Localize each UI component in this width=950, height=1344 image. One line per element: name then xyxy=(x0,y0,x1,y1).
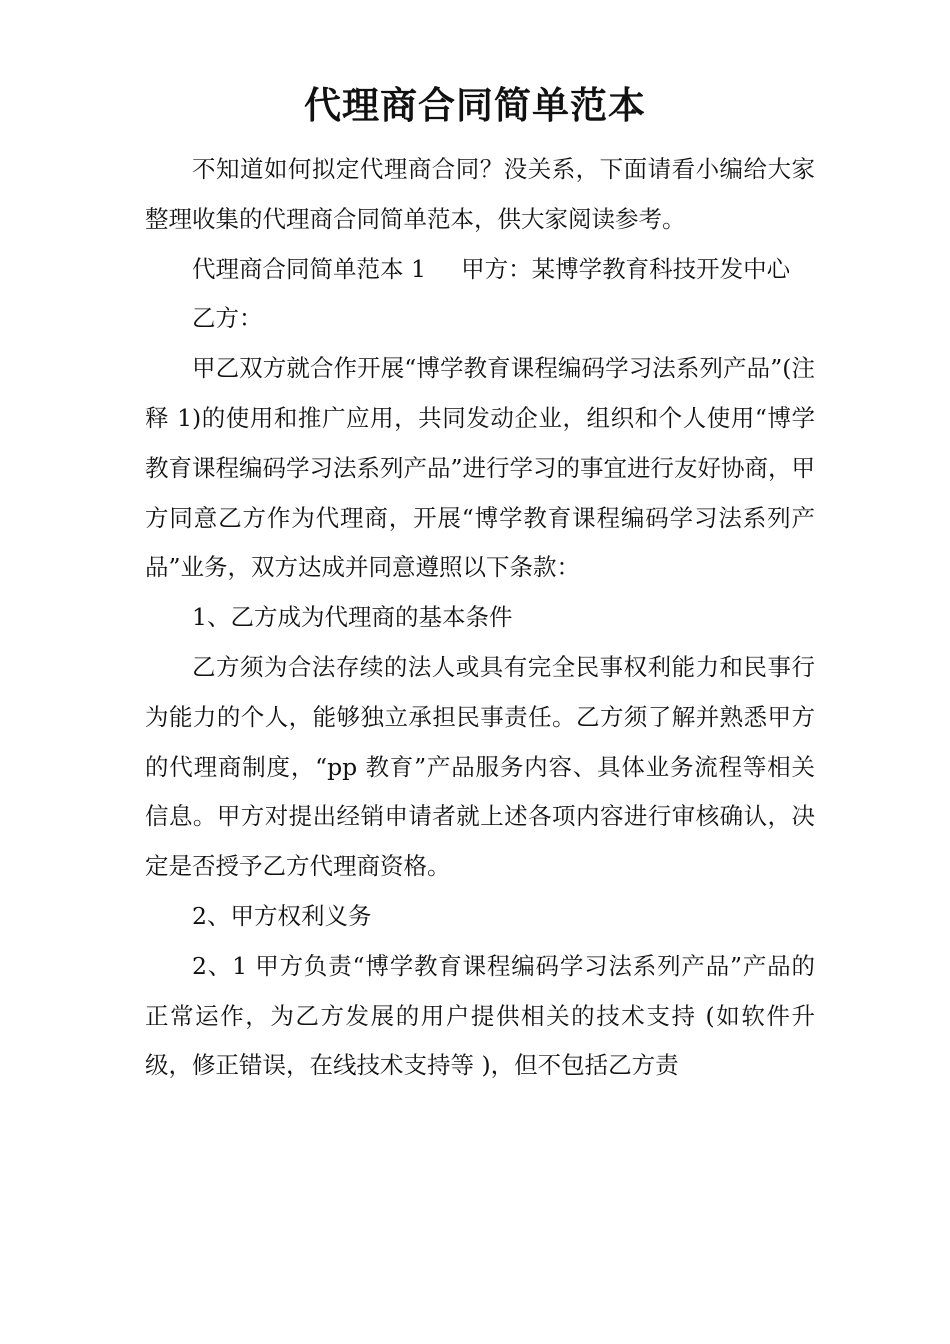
party-b-paragraph: 乙方： xyxy=(192,304,263,333)
document-body xyxy=(145,145,815,1091)
section-1-heading: 1、乙方成为代理商的基本条件 xyxy=(192,603,513,632)
intro-paragraph: 不知道如何拟定代理商合同？没关系，下面请看小编给大家整理收集的代理商合同简单范本，供大家阅读参考。 xyxy=(145,155,815,233)
contract-heading-paragraph xyxy=(145,245,815,295)
document-title: 代理商合同简单范本 xyxy=(304,84,646,127)
section-2-1-paragraph: 2、1 甲方负责“博学教育课程编码学习法系列产品”产品的正常运作，为乙方发展的用户提供相关的技术支持 (如软件升级，修正错误，在线技术支持等 )，但不包括乙方责 xyxy=(145,951,815,1080)
contract-sample-label: 代理商合同简单范本 1 xyxy=(192,254,426,283)
section-1-paragraph: 乙方须为合法存续的法人或具有完全民事权利能力和民事行为能力的个人，能够独立承担民事责任。乙方须了解并熟悉甲方的代理商制度，“pp 教育”产品服务内容、具体业务流程等相关信息。甲方对提出经销申请者就上述各项内容进行审核确认，决定是否授予乙方代理商资格。 xyxy=(145,652,815,881)
party-a-text: 甲方：某博学教育科技开发中心 xyxy=(461,254,791,283)
section-2-heading: 2、甲方权利义务 xyxy=(192,901,372,930)
preamble-paragraph: 甲乙双方就合作开展“博学教育课程编码学习法系列产品”(注释 1)的使用和推广应用，共同发动企业，组织和个人使用“博学教育课程编码学习法系列产品”进行学习的事宜进行友好协商，甲方同意乙方作为代理商，开展“博学教育课程编码学习法系列产品”业务，双方达成并同意遵照以下条款： xyxy=(145,354,816,582)
